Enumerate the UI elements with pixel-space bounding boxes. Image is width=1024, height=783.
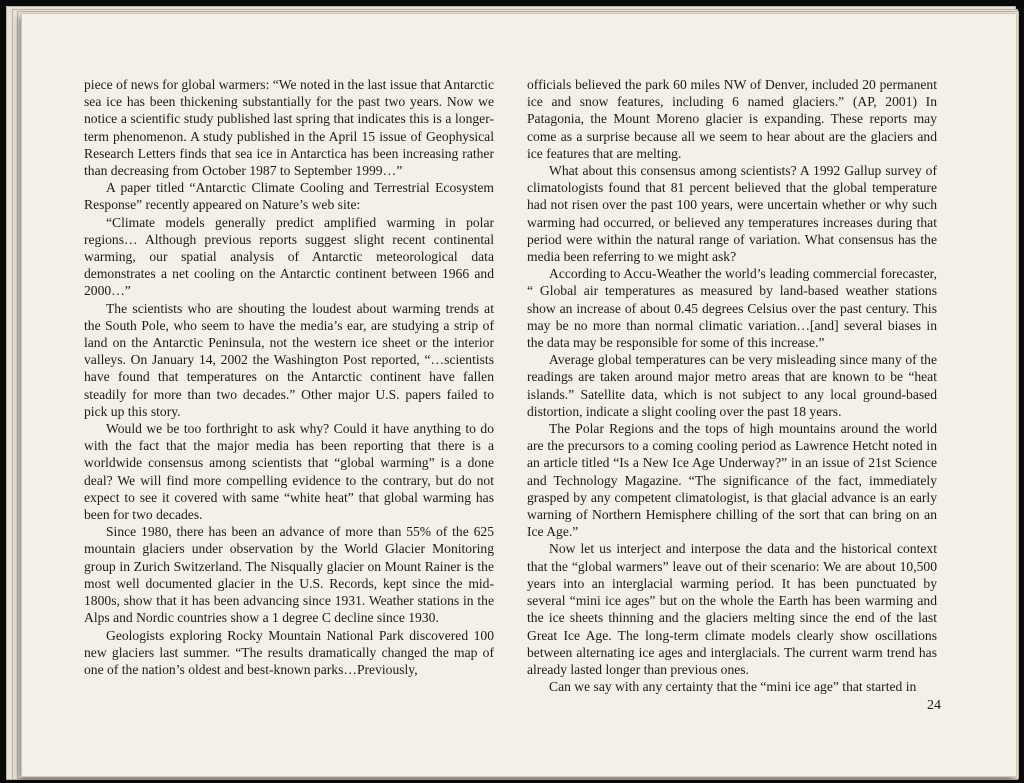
paragraph: The scientists who are shouting the loudest about warming trends at the South Pole, who seem to have the media’s ear, are studying a strip of land on the Antarctic Peninsula, not the western ice sheet or the interior valleys. On January 14, 2002 the Washington Post reported, “…scientists have found that temperatures on the Antarctic continent have fallen steadily for more than two decades.” Other major U.S. papers failed to pick up this story. bbox=[84, 300, 494, 419]
paragraph: Now let us interject and interpose the data and the historical context that the “global warmers” leave out of their scenario: We are about 10,500 years into an interglacial warming period. It has been punctuated by several “mini ice ages” but on the whole the Earth has been warming and the ice sheets thinning and the glaciers melting since the end of the last Great Ice Age. The long-term climate models clearly show oscillations between alternating ice ages and interglacials. The current warm trend has already lasted longer than previous ones. bbox=[527, 541, 937, 677]
paragraph: officials believed the park 60 miles NW of Denver, included 20 permanent ice and snow features, including 6 named glaciers.” (AP, 2001) In Patagonia, the Mount Moreno glacier is expanding. These reports may come as a surprise because all we seem to hear about are the glaciers and ice features that are melting. bbox=[527, 77, 937, 161]
paragraph: A paper titled “Antarctic Climate Cooling and Terrestrial Ecosystem Response” recently appeared on Nature’s web site: bbox=[84, 180, 494, 213]
paragraph: What about this consensus among scientists? A 1992 Gallup survey of climatologists found that 81 percent believed that the global temperature had not risen over the past 100 years, were uncertain whether or why such warming had occurred, or believed any temperatures increases during that period were within the natural range of variation. What consensus has the media been referring to we might ask? bbox=[527, 163, 937, 265]
quote-paragraph: “Climate models generally predict amplified warming in polar regions… Although previous reports suggest slight recent continental warming, our spatial analysis of Antarctic meteorological data demonstrates a net cooling on the Antarctic continent between 1966 and 2000…” bbox=[84, 214, 494, 299]
left-column bbox=[84, 76, 494, 678]
paragraph: Would we be too forthright to ask why? Could it have anything to do with the fact that the major media has been reporting that there is a worldwide consensus among scientists that “global warming” is a done deal? We will find more compelling evidence to the contrary, but do not expect to see it covered with same “white heat” that global warming has been for two decades. bbox=[84, 421, 494, 523]
paragraph: The Polar Regions and the tops of high mountains around the world are the precursors to a coming cooling period as Lawrence Hetcht noted in an article titled “Is a New Ice Age Underway?” in an issue of 21st Science and Technology Magazine. “The significance of the fact, immediately grasped by any competent climatologist, is that glacial advance is an early warning of Northern Hemisphere chilling of the sort that can bring on an Ice Age.” bbox=[527, 421, 937, 540]
paragraph: Average global temperatures can be very misleading since many of the readings are taken around major metro areas that are known to be “heat islands.” Satellite data, which is not subject to any local ground-based distortion, indicate a slight cooling over the past 18 years. bbox=[527, 352, 937, 419]
page-number: 24 bbox=[927, 698, 941, 713]
paragraph: Geologists exploring Rocky Mountain National Park discovered 100 new glaciers last summer. “The results dramatically changed the map of one of the nation’s oldest and best-known parks…Previously, bbox=[84, 627, 494, 677]
paragraph: Since 1980, there has been an advance of more than 55% of the 625 mountain glaciers under observation by the World Glacier Monitoring group in Zurich Switzerland. The Nisqually glacier on Mount Rainer is the most well documented glacier in the U.S. Records, kept since the mid-1800s, show that it has been advancing since 1931. Weather stations in the Alps and Nordic countries show a 1 degree C decline since 1930. bbox=[84, 524, 494, 626]
paragraph: Can we say with any certainty that the “mini ice age” that started in bbox=[549, 679, 917, 695]
paragraph: According to Accu-Weather the world’s leading commercial forecaster, “ Global air temperatures as measured by land-based weather stations show an increase of about 0.45 degrees Celsius over the past century. This may be no more than normal climatic variation…[and] several biases in the data may be responsible for some of this increase.” bbox=[527, 266, 937, 351]
right-column bbox=[527, 76, 937, 695]
document-page bbox=[22, 14, 1016, 776]
paragraph: piece of news for global warmers: “We noted in the last issue that Antarctic sea ice has been thickening substantially for the past two years. Now we notice a scientific study published last spring that indicates this is a longer-term phenomenon. A study published in the April 15 issue of Geophysical Research Letters finds that sea ice in Antarctica has been increasing rather than decreasing from October 1987 to September 1999…” bbox=[84, 77, 494, 179]
